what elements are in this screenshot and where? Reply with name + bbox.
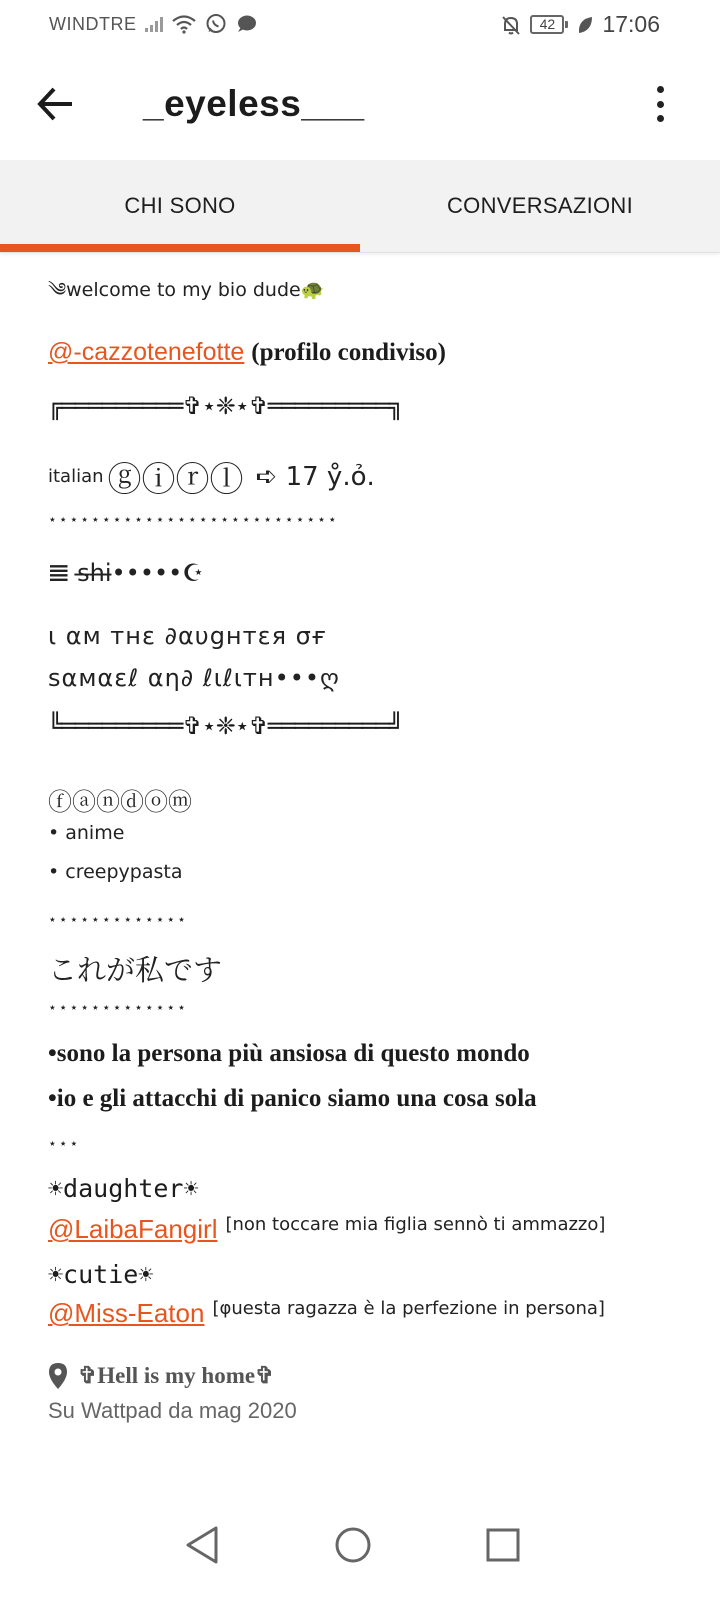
tab-about[interactable]: CHI SONO: [124, 193, 236, 218]
italian-girl-line: [48, 452, 375, 501]
status-bar: [0, 0, 720, 50]
daughter-line: [48, 1214, 605, 1245]
shared-profile-line: [48, 338, 446, 367]
stars-divider-long: ⋆⋆⋆⋆⋆⋆⋆⋆⋆⋆⋆⋆⋆⋆⋆⋆⋆⋆⋆⋆⋆⋆⋆⋆⋆⋆⋆: [48, 512, 339, 528]
page-title: _eyeless___: [143, 83, 365, 124]
fandom-creepypasta: creepypasta: [65, 861, 183, 883]
arrow-left-icon: [36, 84, 76, 124]
carrier-name: WINDTRE: [49, 13, 137, 34]
shi-line: 𝌆 s̶h̶i̶•••••☪: [48, 559, 204, 587]
location-row: [48, 1362, 274, 1390]
clock: 17:06: [602, 11, 660, 37]
italian-label: italian: [48, 466, 104, 487]
battery-level: 42: [530, 15, 564, 34]
stars-divider-2: ⋆⋆⋆⋆⋆⋆⋆⋆⋆⋆⋆⋆⋆: [48, 1000, 188, 1016]
location-text: ✞Hell is my home✞: [78, 1363, 275, 1388]
leaf-icon: [576, 15, 594, 35]
member-since: Su Wattpad da mag 2020: [48, 1398, 297, 1423]
stars-divider-3: ⋆⋆⋆: [48, 1136, 81, 1152]
app-bar: [0, 50, 720, 160]
daughter-note: [non toccare mia figlia sennò ti ammazzo]: [225, 1214, 606, 1235]
cutie-link[interactable]: @Miss-Eaton: [48, 1298, 205, 1328]
system-nav-bar: [0, 1490, 720, 1600]
signal-icon: [145, 16, 163, 32]
whatsapp-icon: [205, 13, 227, 35]
daughter-of-line2: sαмαεℓ αη∂ ℓιℓιтн•••ღ: [48, 664, 340, 692]
border-bottom: ╚═════════✞⋆❈⋆✞═════════╝: [48, 712, 403, 740]
daughter-label: ☀daughter☀: [48, 1174, 199, 1203]
cutie-line: [48, 1298, 605, 1329]
daughter-link[interactable]: @LaibaFangirl: [48, 1214, 218, 1244]
list-item: • creepypasta: [48, 861, 183, 883]
circle-home-icon: [330, 1522, 376, 1568]
japanese-text: これが私です: [48, 953, 223, 987]
nav-home-button[interactable]: [330, 1522, 376, 1568]
stars-divider-1: ⋆⋆⋆⋆⋆⋆⋆⋆⋆⋆⋆⋆⋆: [48, 912, 188, 928]
fandom-anime: anime: [65, 822, 125, 844]
profile-tabs: [0, 160, 720, 253]
shared-profile-link[interactable]: @-cazzotenefotte: [48, 338, 245, 366]
border-top: ╔═════════✞⋆❈⋆✞═════════╗: [48, 392, 403, 420]
bio-welcome: ༄welcome to my bio dude🐢: [48, 279, 325, 301]
age-label: ➪ 17 ẙ.ỏ.: [255, 461, 375, 492]
more-vert-icon: [657, 86, 664, 93]
battery-icon: [530, 15, 568, 34]
fact-anxious: •sono la persona più ansiosa di questo mondo: [48, 1040, 530, 1067]
active-tab-indicator: [0, 244, 360, 252]
location-pin-icon: [48, 1362, 68, 1390]
fact-panic: •io e gli attacchi di panico siamo una cosa sola: [48, 1085, 537, 1112]
daughter-of-line1: ι αм тнε ∂αυgнтεя σғ: [48, 622, 328, 650]
wifi-icon: [171, 14, 197, 34]
nav-back-button[interactable]: [180, 1522, 226, 1568]
chat-icon: [235, 14, 257, 34]
cutie-label: ☀cutie☀: [48, 1260, 154, 1289]
shared-profile-note: (profilo condiviso): [251, 339, 446, 366]
back-button[interactable]: [36, 84, 76, 124]
nav-recents-button[interactable]: [480, 1522, 526, 1568]
triangle-back-icon: [180, 1522, 226, 1568]
square-recents-icon: [480, 1522, 526, 1568]
fandom-title: ⓕⓐⓝⓓⓞⓜ: [48, 788, 192, 816]
girl-circled: ⓖⓘⓡⓛ: [107, 460, 244, 500]
tab-conversations[interactable]: CONVERSAZIONI: [446, 193, 634, 218]
bell-off-icon: [500, 14, 522, 36]
list-item: • anime: [48, 822, 125, 844]
cutie-note: [φuesta ragazza è la perfezione in persona]: [212, 1298, 605, 1319]
more-options-button[interactable]: [648, 82, 672, 126]
